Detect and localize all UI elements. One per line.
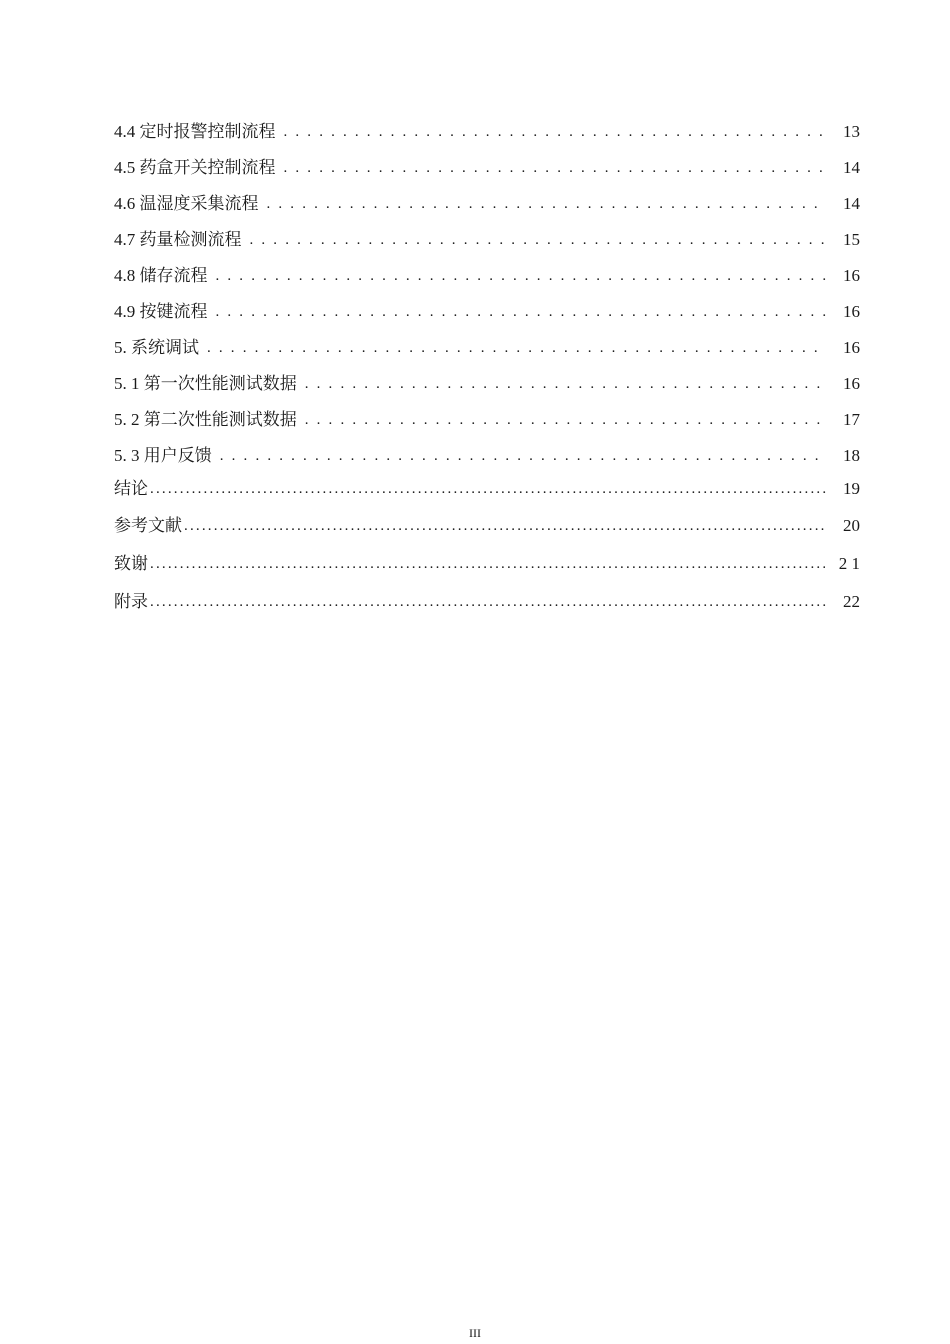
toc-entry-title: 附录	[114, 592, 148, 611]
table-of-contents	[114, 116, 860, 614]
toc-entry-page: 22	[843, 592, 860, 611]
toc-dot-leader	[150, 590, 826, 614]
toc-entry-page: 17	[843, 410, 860, 429]
toc-entry-title: 5. 系统调试	[114, 338, 199, 357]
toc-entry[interactable]	[114, 120, 860, 144]
toc-entry[interactable]	[114, 156, 860, 180]
toc-dot-leader	[220, 444, 826, 468]
toc-entry-title: 5. 2 第二次性能测试数据	[114, 410, 297, 429]
toc-entry[interactable]	[114, 552, 860, 576]
toc-entry-title: 4.6 温湿度采集流程	[114, 194, 259, 213]
toc-dot-leader	[150, 552, 825, 576]
toc-entry-page: 16	[843, 338, 860, 357]
toc-entry[interactable]	[114, 408, 860, 432]
toc-entry-title: 结论	[114, 479, 148, 498]
toc-entry[interactable]	[114, 264, 860, 288]
toc-entry-page: 20	[843, 516, 860, 535]
toc-entry[interactable]	[114, 477, 860, 501]
toc-entry-page: 15	[843, 230, 860, 249]
toc-dot-leader	[184, 514, 826, 538]
toc-entry-page: 18	[843, 446, 860, 465]
toc-entry-page: 16	[843, 266, 860, 285]
page-number: III	[469, 1326, 481, 1340]
toc-entry-title: 5. 3 用户反馈	[114, 446, 212, 465]
toc-entry-title: 5. 1 第一次性能测试数据	[114, 374, 297, 393]
toc-dot-leader	[305, 372, 826, 396]
toc-entry[interactable]	[114, 336, 860, 360]
toc-entry[interactable]	[114, 372, 860, 396]
toc-entry-page: 2 1	[838, 554, 860, 573]
toc-dot-leader	[250, 228, 827, 252]
toc-entry-title: 4.5 药盒开关控制流程	[114, 158, 276, 177]
toc-entry[interactable]	[114, 192, 860, 216]
toc-entry[interactable]	[114, 514, 860, 538]
toc-entry[interactable]	[114, 590, 860, 614]
toc-entry[interactable]	[114, 228, 860, 252]
toc-entry-title: 4.7 药量检测流程	[114, 230, 242, 249]
toc-entry-page: 19	[843, 479, 860, 498]
toc-entry-title: 4.9 按键流程	[114, 302, 208, 321]
toc-dot-leader	[207, 336, 826, 360]
toc-entry-title: 参考文献	[114, 516, 182, 535]
toc-entry-page: 14	[843, 194, 860, 213]
toc-entry-title: 4.4 定时报警控制流程	[114, 122, 276, 141]
toc-dot-leader	[267, 192, 827, 216]
toc-dot-leader	[216, 300, 827, 324]
toc-entry-page: 16	[843, 302, 860, 321]
toc-dot-leader	[284, 120, 827, 144]
toc-dot-leader	[150, 477, 826, 501]
toc-dot-leader	[284, 156, 827, 180]
toc-entry[interactable]	[114, 300, 860, 324]
toc-entry-title: 致谢	[114, 554, 148, 573]
toc-dot-leader	[216, 264, 827, 288]
toc-entry[interactable]	[114, 444, 860, 468]
toc-entry-page: 14	[843, 158, 860, 177]
toc-entry-page: 13	[843, 122, 860, 141]
toc-dot-leader	[305, 408, 826, 432]
toc-entry-page: 16	[843, 374, 860, 393]
toc-entry-title: 4.8 储存流程	[114, 266, 208, 285]
